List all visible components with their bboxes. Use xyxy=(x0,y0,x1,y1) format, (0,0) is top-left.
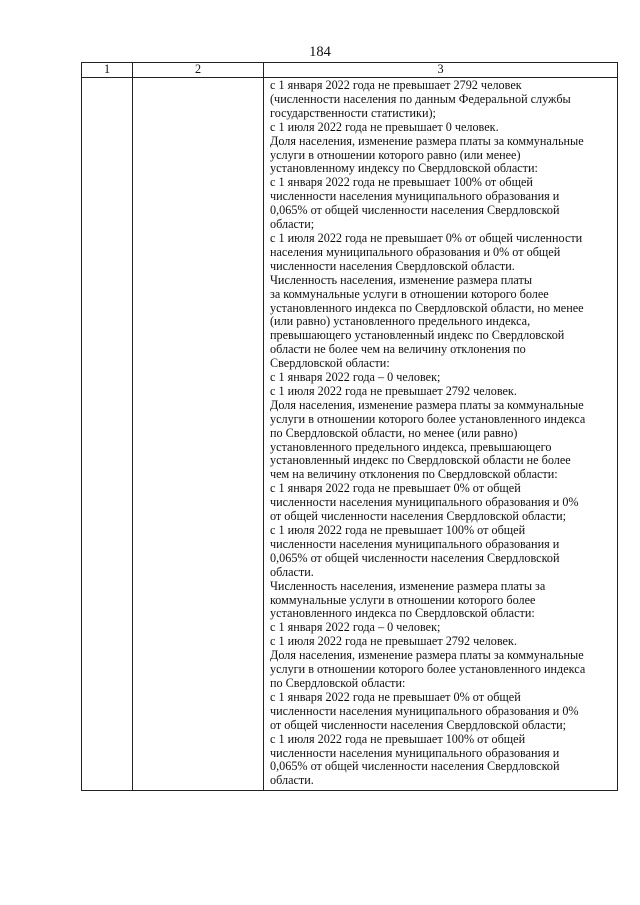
text-line: услуги в отношении которого равно (или менее) xyxy=(270,148,521,162)
text-line: превышающего установленный индекс по Свердловской xyxy=(270,329,565,343)
text-line: с 1 июля 2022 года не превышает 2792 человек. xyxy=(270,635,517,649)
text-line: области; xyxy=(270,218,315,232)
text-line: численности населения муниципального образования и 0% xyxy=(270,704,579,718)
text-line: области не более чем на величину отклонения по xyxy=(270,343,526,357)
text-line: области. xyxy=(270,774,314,788)
text-line: Численность населения, изменение размера платы xyxy=(270,273,533,287)
text-line: с 1 января 2022 года – 0 человек; xyxy=(270,621,441,635)
page-number: 184 xyxy=(309,44,331,60)
text-line: от общей численности населения Свердловской области; xyxy=(270,718,567,732)
cell-col-3 xyxy=(264,78,618,791)
text-line: с 1 января 2022 года не превышает 2792 человек xyxy=(270,79,522,92)
text-line: установленного индекса по Свердловской области: xyxy=(270,607,535,621)
text-line: установленного индекса по Свердловской области, но менее xyxy=(270,301,584,315)
text-line: Доля населения, изменение размера платы за коммунальные xyxy=(270,398,584,412)
text-line: установленного предельного индекса, превышающего xyxy=(270,440,552,454)
column-header-3: 3 xyxy=(264,63,618,78)
text-line: численности населения муниципального образования и xyxy=(270,746,560,760)
text-line: населения муниципального образования и 0% от общей xyxy=(270,245,561,259)
text-line: чем на величину отклонения по Свердловской области: xyxy=(270,468,558,482)
text-line: Доля населения, изменение размера платы за коммунальные xyxy=(270,649,584,663)
text-line: от общей численности населения Свердловской области; xyxy=(270,510,567,524)
table-header-row xyxy=(82,63,618,78)
text-line: численности населения муниципального образования и xyxy=(270,537,560,551)
text-line: области. xyxy=(270,565,314,579)
text-line: за коммунальные услуги в отношении которого более xyxy=(270,287,549,301)
text-line: по Свердловской области: xyxy=(270,676,406,690)
text-line: Численность населения, изменение размера платы за xyxy=(270,579,546,593)
text-line: с 1 июля 2022 года не превышает 0 человек. xyxy=(270,120,499,134)
text-line: с 1 июля 2022 года не превышает 2792 человек. xyxy=(270,384,517,398)
text-line: установленному индексу по Свердловской области: xyxy=(270,162,538,176)
text-line: Доля населения, изменение размера платы за коммунальные xyxy=(270,134,584,148)
text-line: услуги в отношении которого более установленного индекса xyxy=(270,663,586,677)
text-line: численности населения муниципального образования и xyxy=(270,190,560,204)
table-row xyxy=(82,78,618,791)
text-line: 0,065% от общей численности населения Свердловской xyxy=(270,204,560,218)
text-line: с 1 июля 2022 года не превышает 0% от общей численности xyxy=(270,231,583,245)
text-line: услуги в отношении которого более установленного индекса xyxy=(270,412,586,426)
text-line: по Свердловской области, но менее (или равно) xyxy=(270,426,518,440)
cell-col-2 xyxy=(133,78,264,791)
text-line: (численности населения по данным Федеральной службы xyxy=(270,92,571,106)
text-line: 0,065% от общей численности населения Свердловской xyxy=(270,760,560,774)
text-line: (или равно) установленного предельного индекса, xyxy=(270,315,531,329)
text-line: коммунальные услуги в отношении которого более xyxy=(270,593,536,607)
text-line: с 1 января 2022 года не превышает 0% от общей xyxy=(270,690,521,704)
text-line: численности населения Свердловской области. xyxy=(270,259,515,273)
text-line: Свердловской области: xyxy=(270,357,390,371)
cell-col-3-text xyxy=(270,79,613,788)
text-line: с 1 января 2022 года не превышает 0% от общей xyxy=(270,482,521,496)
text-line: установленный индекс по Свердловской области не более xyxy=(270,454,571,468)
text-line: с 1 января 2022 года не превышает 100% от общей xyxy=(270,176,533,190)
column-header-2: 2 xyxy=(133,63,264,78)
cell-col-1 xyxy=(82,78,133,791)
document-table xyxy=(81,62,618,791)
text-line: численности населения муниципального образования и 0% xyxy=(270,496,579,510)
text-line: с 1 июля 2022 года не превышает 100% от общей xyxy=(270,732,526,746)
text-line: 0,065% от общей численности населения Свердловской xyxy=(270,551,560,565)
text-line: с 1 января 2022 года – 0 человек; xyxy=(270,371,441,385)
text-line: государственности статистики); xyxy=(270,106,436,120)
text-line: с 1 июля 2022 года не превышает 100% от общей xyxy=(270,524,526,537)
column-header-1: 1 xyxy=(82,63,133,78)
